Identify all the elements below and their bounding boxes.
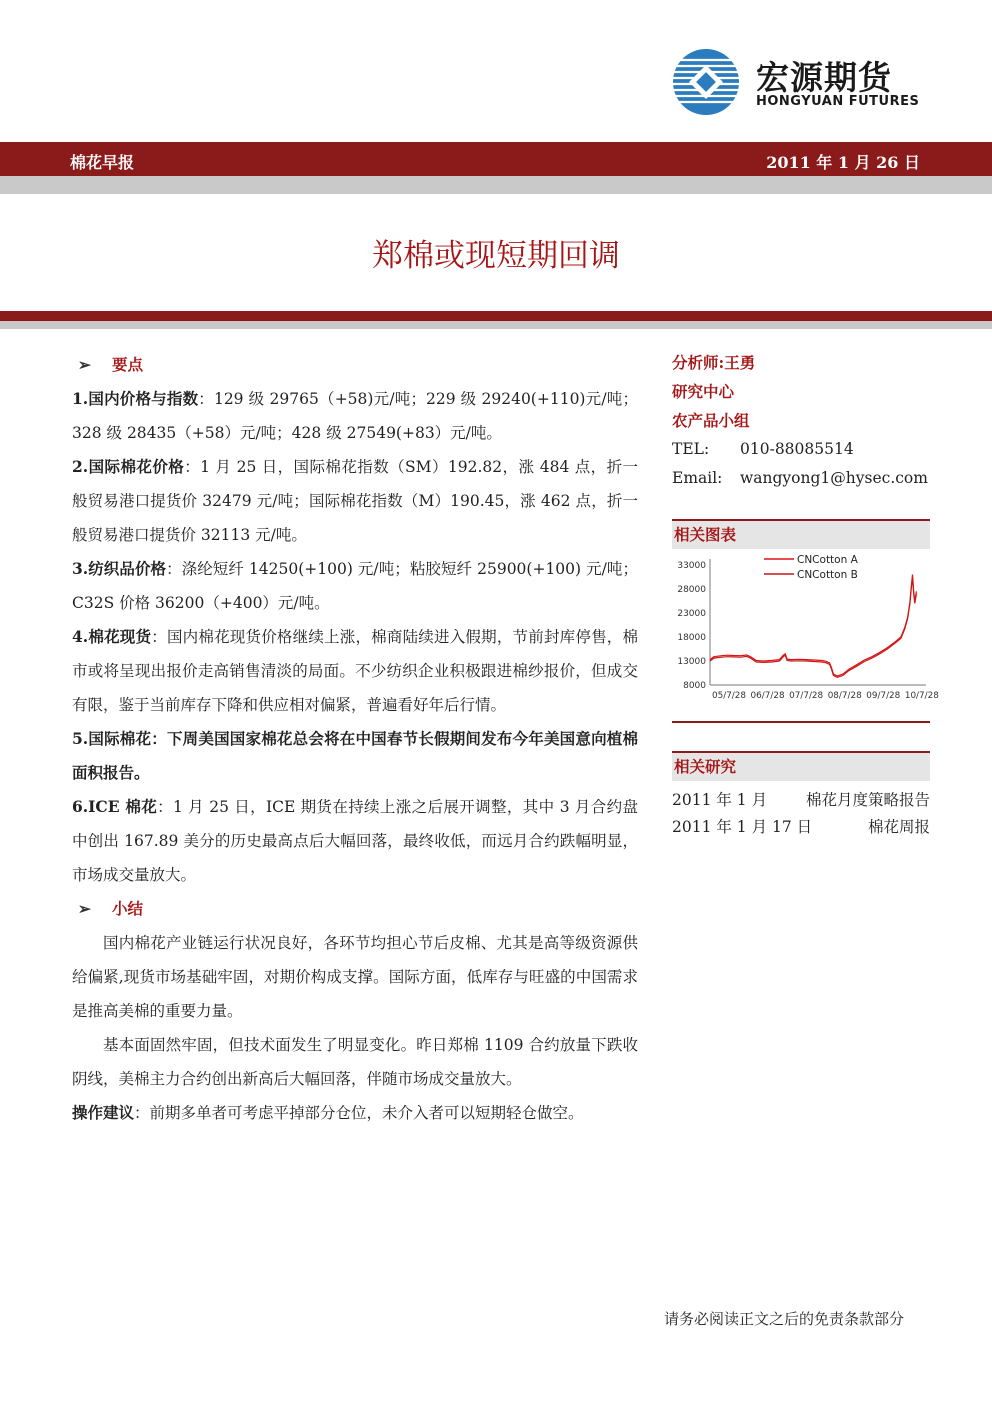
related-charts-heading: 相关图表 xyxy=(672,519,930,549)
y-tick-label: 23000 xyxy=(677,609,706,619)
sidebar xyxy=(672,348,939,841)
header-gray-band xyxy=(0,176,992,194)
research-title: 棉花周报 xyxy=(867,818,930,836)
arrow-right-icon: ➢ xyxy=(78,899,91,918)
title-band xyxy=(0,311,992,321)
operation-advice: 操作建议：前期多单者可考虑平掉部分仓位，未介入者可以短期轻仓做空。 xyxy=(72,1103,584,1122)
page-title: 郑棉或现短期回调 xyxy=(372,238,620,274)
related-research-heading: 相关研究 xyxy=(672,751,930,781)
summary-paragraph-2: 基本面固然牢固，但技术面发生了明显变化。昨日郑棉 1109 合约放量下跌收阴线，美棉主力合约创出新高后大幅回落，伴随市场成交量放大。 xyxy=(72,1036,638,1088)
paragraph-textile-price: 3.纺织品价格：涤纶短纤 14250(+100) 元/吨；粘胶短纤 25900(+100) 元/吨；C32S 价格 36200（+400）元/吨。 xyxy=(72,559,638,612)
paragraph-ice-cotton: 6.ICE 棉花：1 月 25 日，ICE 期货在持续上涨之后展开调整，其中 3 月合约盘中创出 167.89 美分的历史最高点后大幅回落，最终收低，而远月合约跌幅明显，市场成交量放大。 xyxy=(72,797,638,884)
email-value: wangyong1@hysec.com xyxy=(740,469,928,487)
paragraph-intl-cotton: 5.国际棉花：下周美国国家棉花总会将在中国春节长假期间发布今年美国意向植棉面积报告。 xyxy=(72,729,638,782)
paragraph-spot: 4.棉花现货：国内棉花现货价格继续上涨，棉商陆续进入假期，节前封库停售，棉市或将呈现出报价走高销售清淡的局面。不少纺织企业积极跟进棉纱报价，但成交有限，鉴于当前库存下降和供应相对偏紧，普遍看好年后行情。 xyxy=(72,627,638,714)
y-tick-label: 18000 xyxy=(677,633,706,643)
tel-row: TEL: 010-88085514 xyxy=(672,440,854,458)
logo-name-en: HONGYUAN FUTURES xyxy=(756,94,920,109)
legend-label: CNCotton B xyxy=(797,569,858,581)
y-tick-label: 8000 xyxy=(683,681,706,691)
x-tick-label: 09/7/28 xyxy=(866,691,901,701)
research-title: 棉花月度策略报告 xyxy=(805,791,930,809)
company-logo xyxy=(672,48,922,118)
research-list xyxy=(672,787,930,841)
series-line-b xyxy=(710,578,916,677)
arrow-right-icon: ➢ xyxy=(78,355,91,374)
y-tick-label: 28000 xyxy=(677,585,706,595)
y-tick-label: 33000 xyxy=(677,561,706,571)
research-date: 2011 年 1 月 xyxy=(672,791,768,809)
x-tick-label: 06/7/28 xyxy=(750,691,785,701)
research-date: 2011 年 1 月 17 日 xyxy=(672,818,813,836)
chart-container xyxy=(672,549,939,723)
x-tick-label: 10/7/28 xyxy=(904,691,939,701)
cotton-price-chart xyxy=(672,549,939,719)
report-type: 棉花早报 xyxy=(70,153,135,172)
summary-paragraph-1: 国内棉花产业链运行状况良好，各环节均担心节后皮棉、尤其是高等级资源供给偏紧,现货市场基础牢固，对期价构成支撑。国际方面，低库存与旺盛的中国需求是推高美棉的重要力量。 xyxy=(72,934,638,1020)
logo-name-cn: 宏源期货 xyxy=(756,58,892,97)
research-item xyxy=(672,814,930,841)
research-item xyxy=(672,787,930,814)
x-tick-label: 07/7/28 xyxy=(789,691,824,701)
disclaimer-note: 请务必阅读正文之后的免责条款部分 xyxy=(663,1310,904,1328)
main-content xyxy=(72,348,638,1130)
research-center: 研究中心 xyxy=(672,382,735,401)
legend-label: CNCotton A xyxy=(797,554,858,566)
y-tick-label: 13000 xyxy=(677,657,706,667)
x-tick-label: 08/7/28 xyxy=(827,691,862,701)
analyst-name: 分析师:王勇 xyxy=(672,353,756,372)
agri-group: 农产品小组 xyxy=(672,411,750,430)
section-heading-summary: ➢ 小结 xyxy=(72,892,638,926)
title-gray-band xyxy=(0,321,992,329)
series-line-a xyxy=(710,575,916,676)
x-tick-label: 05/7/28 xyxy=(712,691,746,701)
report-date: 2011 年 1 月 26 日 xyxy=(766,153,920,172)
section-heading-key-points: ➢ 要点 xyxy=(72,348,638,382)
paragraph-intl-price: 2.国际棉花价格：1 月 25 日，国际棉花指数（SM）192.82，涨 484 点，折一般贸易港口提货价 32479 元/吨；国际棉花指数（M）190.45，涨 462 点，折一般贸易港口提货价 32113 元/吨。 xyxy=(72,457,638,544)
logo-mark-icon xyxy=(672,48,740,116)
paragraph-domestic-price: 1.国内价格与指数：129 级 29765（+58)元/吨；229 级 29240(+110)元/吨；328 级 28435（+58）元/吨；428 级 27549(+83）元/吨。 xyxy=(72,389,638,442)
email-row: Email: wangyong1@hysec.com xyxy=(672,469,928,487)
